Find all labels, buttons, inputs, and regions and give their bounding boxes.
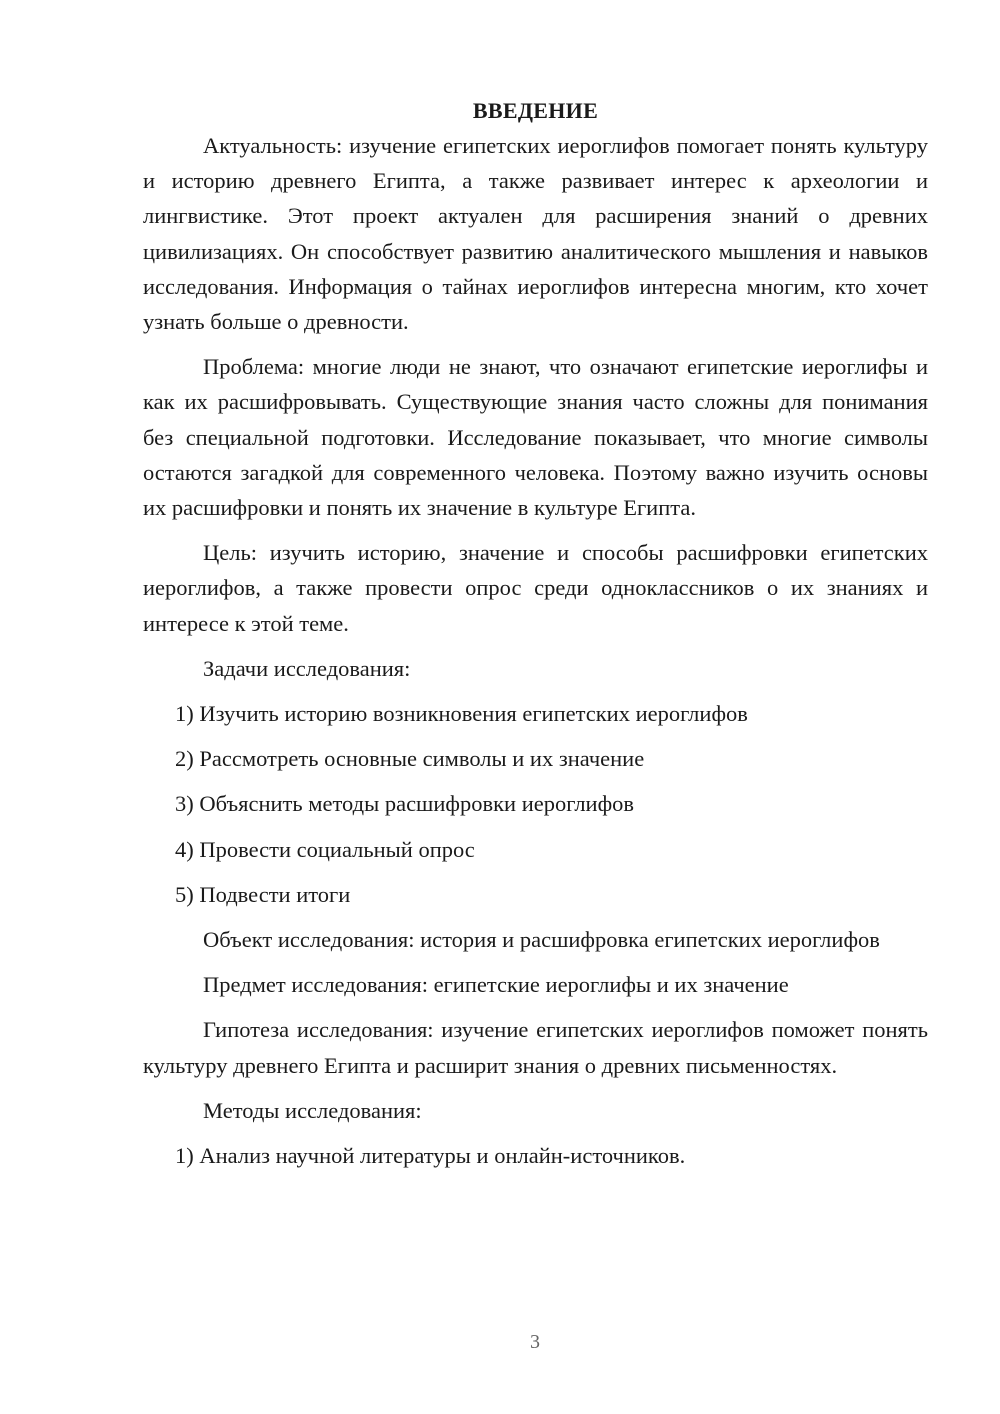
paragraph-goal: Цель: изучить историю, значение и способы расшифровки египетских иероглифов, а также провести опрос среди одноклассников о их знаниях и интересе к этой теме. [143, 540, 928, 636]
task-item-2: 2) Рассмотреть основные символы и их значение [175, 746, 645, 772]
paragraph-hypothesis: Гипотеза исследования: изучение египетских иероглифов поможет понять культуру древнего Египта и расширит знания о древних письменностях. [143, 1017, 928, 1078]
task-item-5: 5) Подвести итоги [175, 881, 351, 907]
tasks-heading: Задачи исследования: [203, 655, 411, 681]
method-item-1: 1) Анализ научной литературы и онлайн-источников. [175, 1143, 686, 1169]
paragraph-problem: Проблема: многие люди не знают, что означают египетские иероглифы и как их расшифровывать. Существующие знания часто сложны для понимания без специальной подготовки. Исследование показывает, что многие символы остаются загадкой для современного человека. Поэтому важно изучить основы их расшифровки и понять их значение в культуре Египта. [143, 354, 928, 521]
paragraph-relevance: Актуальность: изучение египетских иероглифов помогает понять культуру и историю древнего Египта, а также развивает интерес к археологии и лингвистике. Этот проект актуален для расширения знаний о древних цивилизациях. Он способствует развитию аналитического мышления и навыков исследования. Информация о тайнах иероглифов интересна многим, кто хочет узнать больше о древности. [143, 133, 928, 335]
paragraph-object: Объект исследования: история и расшифровка египетских иероглифов [203, 927, 880, 953]
methods-heading: Методы исследования: [203, 1097, 422, 1123]
document-page [143, 93, 928, 1183]
task-item-3: 3) Объяснить методы расшифровки иероглифов [175, 791, 635, 817]
task-item-1: 1) Изучить историю возникновения египетских иероглифов [175, 701, 748, 727]
section-heading: ВВЕДЕНИЕ [472, 98, 599, 123]
paragraph-subject: Предмет исследования: египетские иероглифы и их значение [203, 972, 789, 998]
task-item-4: 4) Провести социальный опрос [175, 836, 475, 862]
page-number: 3 [530, 1331, 540, 1353]
